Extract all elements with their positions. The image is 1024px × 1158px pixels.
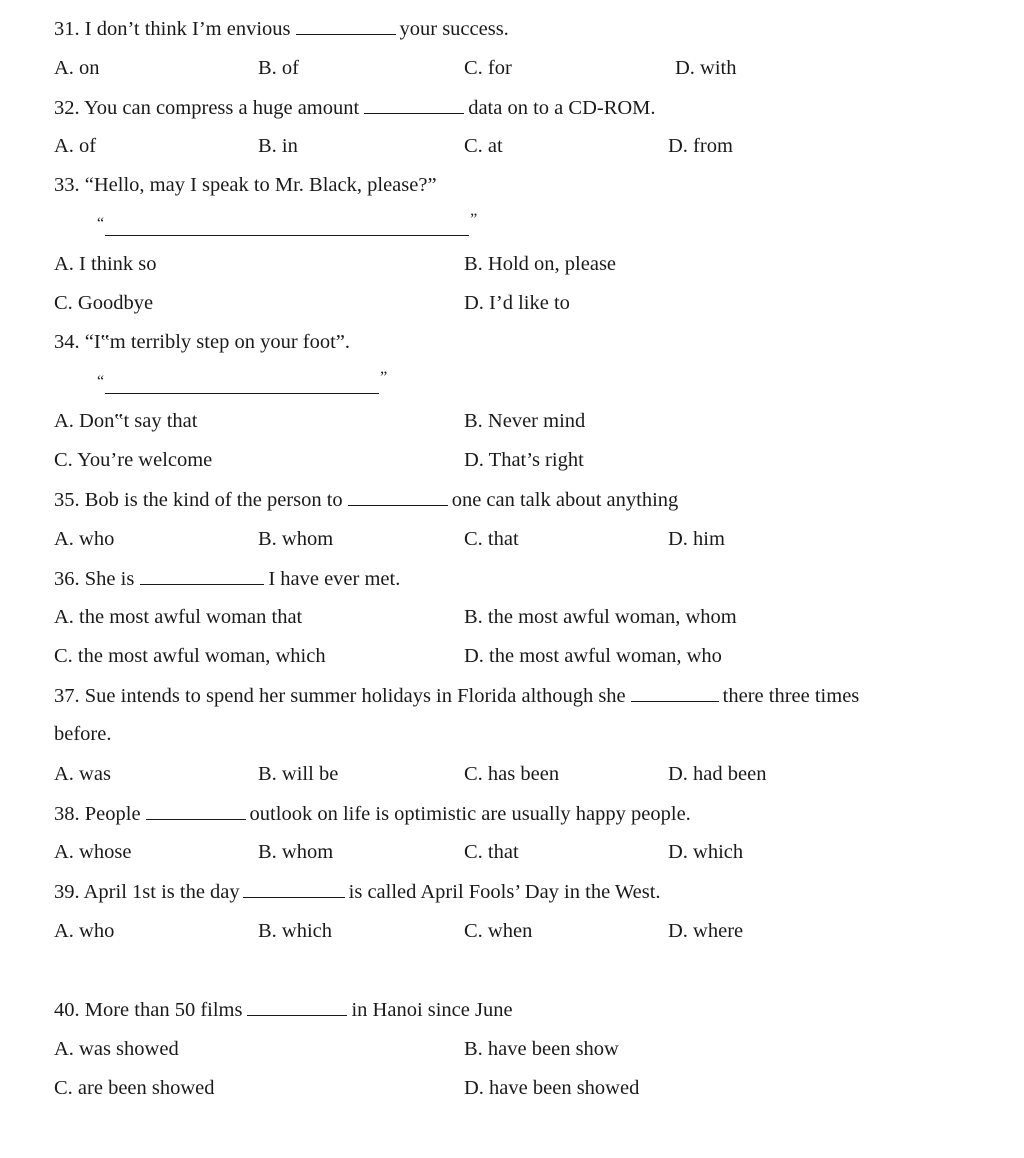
question-36-stem: 36. She is I have ever met.: [54, 568, 401, 590]
option-40-b[interactable]: B. have been show: [464, 1038, 619, 1060]
question-37-stem: 37. Sue intends to spend her summer holidays in Florida although she there three times: [54, 685, 860, 707]
option-35-d[interactable]: D. him: [668, 528, 725, 550]
option-35-c[interactable]: C. that: [464, 528, 519, 550]
option-37-d[interactable]: D. had been: [668, 763, 767, 785]
answer-blank[interactable]: [140, 566, 264, 585]
option-33-c[interactable]: C. Goodbye: [54, 292, 154, 314]
question-39-stem: 39. April 1st is the day is called April Fools’ Day in the West.: [54, 881, 661, 903]
option-34-d[interactable]: D. That’s right: [464, 449, 584, 471]
option-36-b[interactable]: B. the most awful woman, whom: [464, 606, 737, 628]
dialog-response-34: “ ”: [97, 366, 387, 402]
option-40-a[interactable]: A. was showed: [54, 1038, 179, 1060]
answer-blank[interactable]: [631, 683, 719, 702]
answer-blank[interactable]: [105, 373, 379, 394]
answer-blank[interactable]: [146, 801, 246, 820]
option-39-d[interactable]: D. where: [668, 920, 744, 942]
question-40-stem: 40. More than 50 films in Hanoi since June: [54, 999, 513, 1021]
option-32-c[interactable]: C. at: [464, 135, 503, 157]
option-38-c[interactable]: C. that: [464, 841, 519, 863]
option-38-d[interactable]: D. which: [668, 841, 744, 863]
question-35-stem: 35. Bob is the kind of the person to one can talk about anything: [54, 489, 679, 511]
option-37-c[interactable]: C. has been: [464, 763, 560, 785]
question-32-stem: 32. You can compress a huge amount data on to a CD-ROM.: [54, 97, 656, 119]
option-34-c[interactable]: C. You’re welcome: [54, 449, 213, 471]
dialog-response-33: “ ”: [97, 208, 477, 244]
answer-blank[interactable]: [364, 95, 464, 114]
answer-blank[interactable]: [247, 997, 347, 1016]
question-38-stem: 38. People outlook on life is optimistic are usually happy people.: [54, 803, 691, 825]
option-31-c[interactable]: C. for: [464, 57, 512, 79]
option-37-b[interactable]: B. will be: [258, 763, 339, 785]
option-39-a[interactable]: A. who: [54, 920, 115, 942]
option-33-d[interactable]: D. I’d like to: [464, 292, 570, 314]
option-37-a[interactable]: A. was: [54, 763, 111, 785]
answer-blank[interactable]: [105, 215, 469, 236]
option-36-c[interactable]: C. the most awful woman, which: [54, 645, 326, 667]
option-33-b[interactable]: B. Hold on, please: [464, 253, 617, 275]
option-33-a[interactable]: A. I think so: [54, 253, 157, 275]
option-36-d[interactable]: D. the most awful woman, who: [464, 645, 722, 667]
option-34-a[interactable]: A. Don‟t say that: [54, 410, 198, 432]
option-35-b[interactable]: B. whom: [258, 528, 334, 550]
option-36-a[interactable]: A. the most awful woman that: [54, 606, 303, 628]
question-34-stem: 34. “I‟m terribly step on your foot”.: [54, 331, 351, 353]
question-33-stem: 33. “Hello, may I speak to Mr. Black, please?”: [54, 174, 437, 196]
option-35-a[interactable]: A. who: [54, 528, 115, 550]
question-37-stem-continued: before.: [54, 723, 112, 745]
option-32-a[interactable]: A. of: [54, 135, 97, 157]
answer-blank[interactable]: [348, 487, 448, 506]
option-34-b[interactable]: B. Never mind: [464, 410, 586, 432]
option-39-b[interactable]: B. which: [258, 920, 333, 942]
option-31-b[interactable]: B. of: [258, 57, 299, 79]
option-31-d[interactable]: D. with: [675, 57, 737, 79]
option-31-a[interactable]: A. on: [54, 57, 100, 79]
answer-blank[interactable]: [296, 16, 396, 35]
option-39-c[interactable]: C. when: [464, 920, 533, 942]
option-40-d[interactable]: D. have been showed: [464, 1077, 640, 1099]
option-32-d[interactable]: D. from: [668, 135, 733, 157]
option-38-b[interactable]: B. whom: [258, 841, 334, 863]
question-31-stem: 31. I don’t think I’m envious your success.: [54, 18, 509, 40]
answer-blank[interactable]: [243, 879, 345, 898]
option-38-a[interactable]: A. whose: [54, 841, 132, 863]
option-40-c[interactable]: C. are been showed: [54, 1077, 215, 1099]
option-32-b[interactable]: B. in: [258, 135, 298, 157]
